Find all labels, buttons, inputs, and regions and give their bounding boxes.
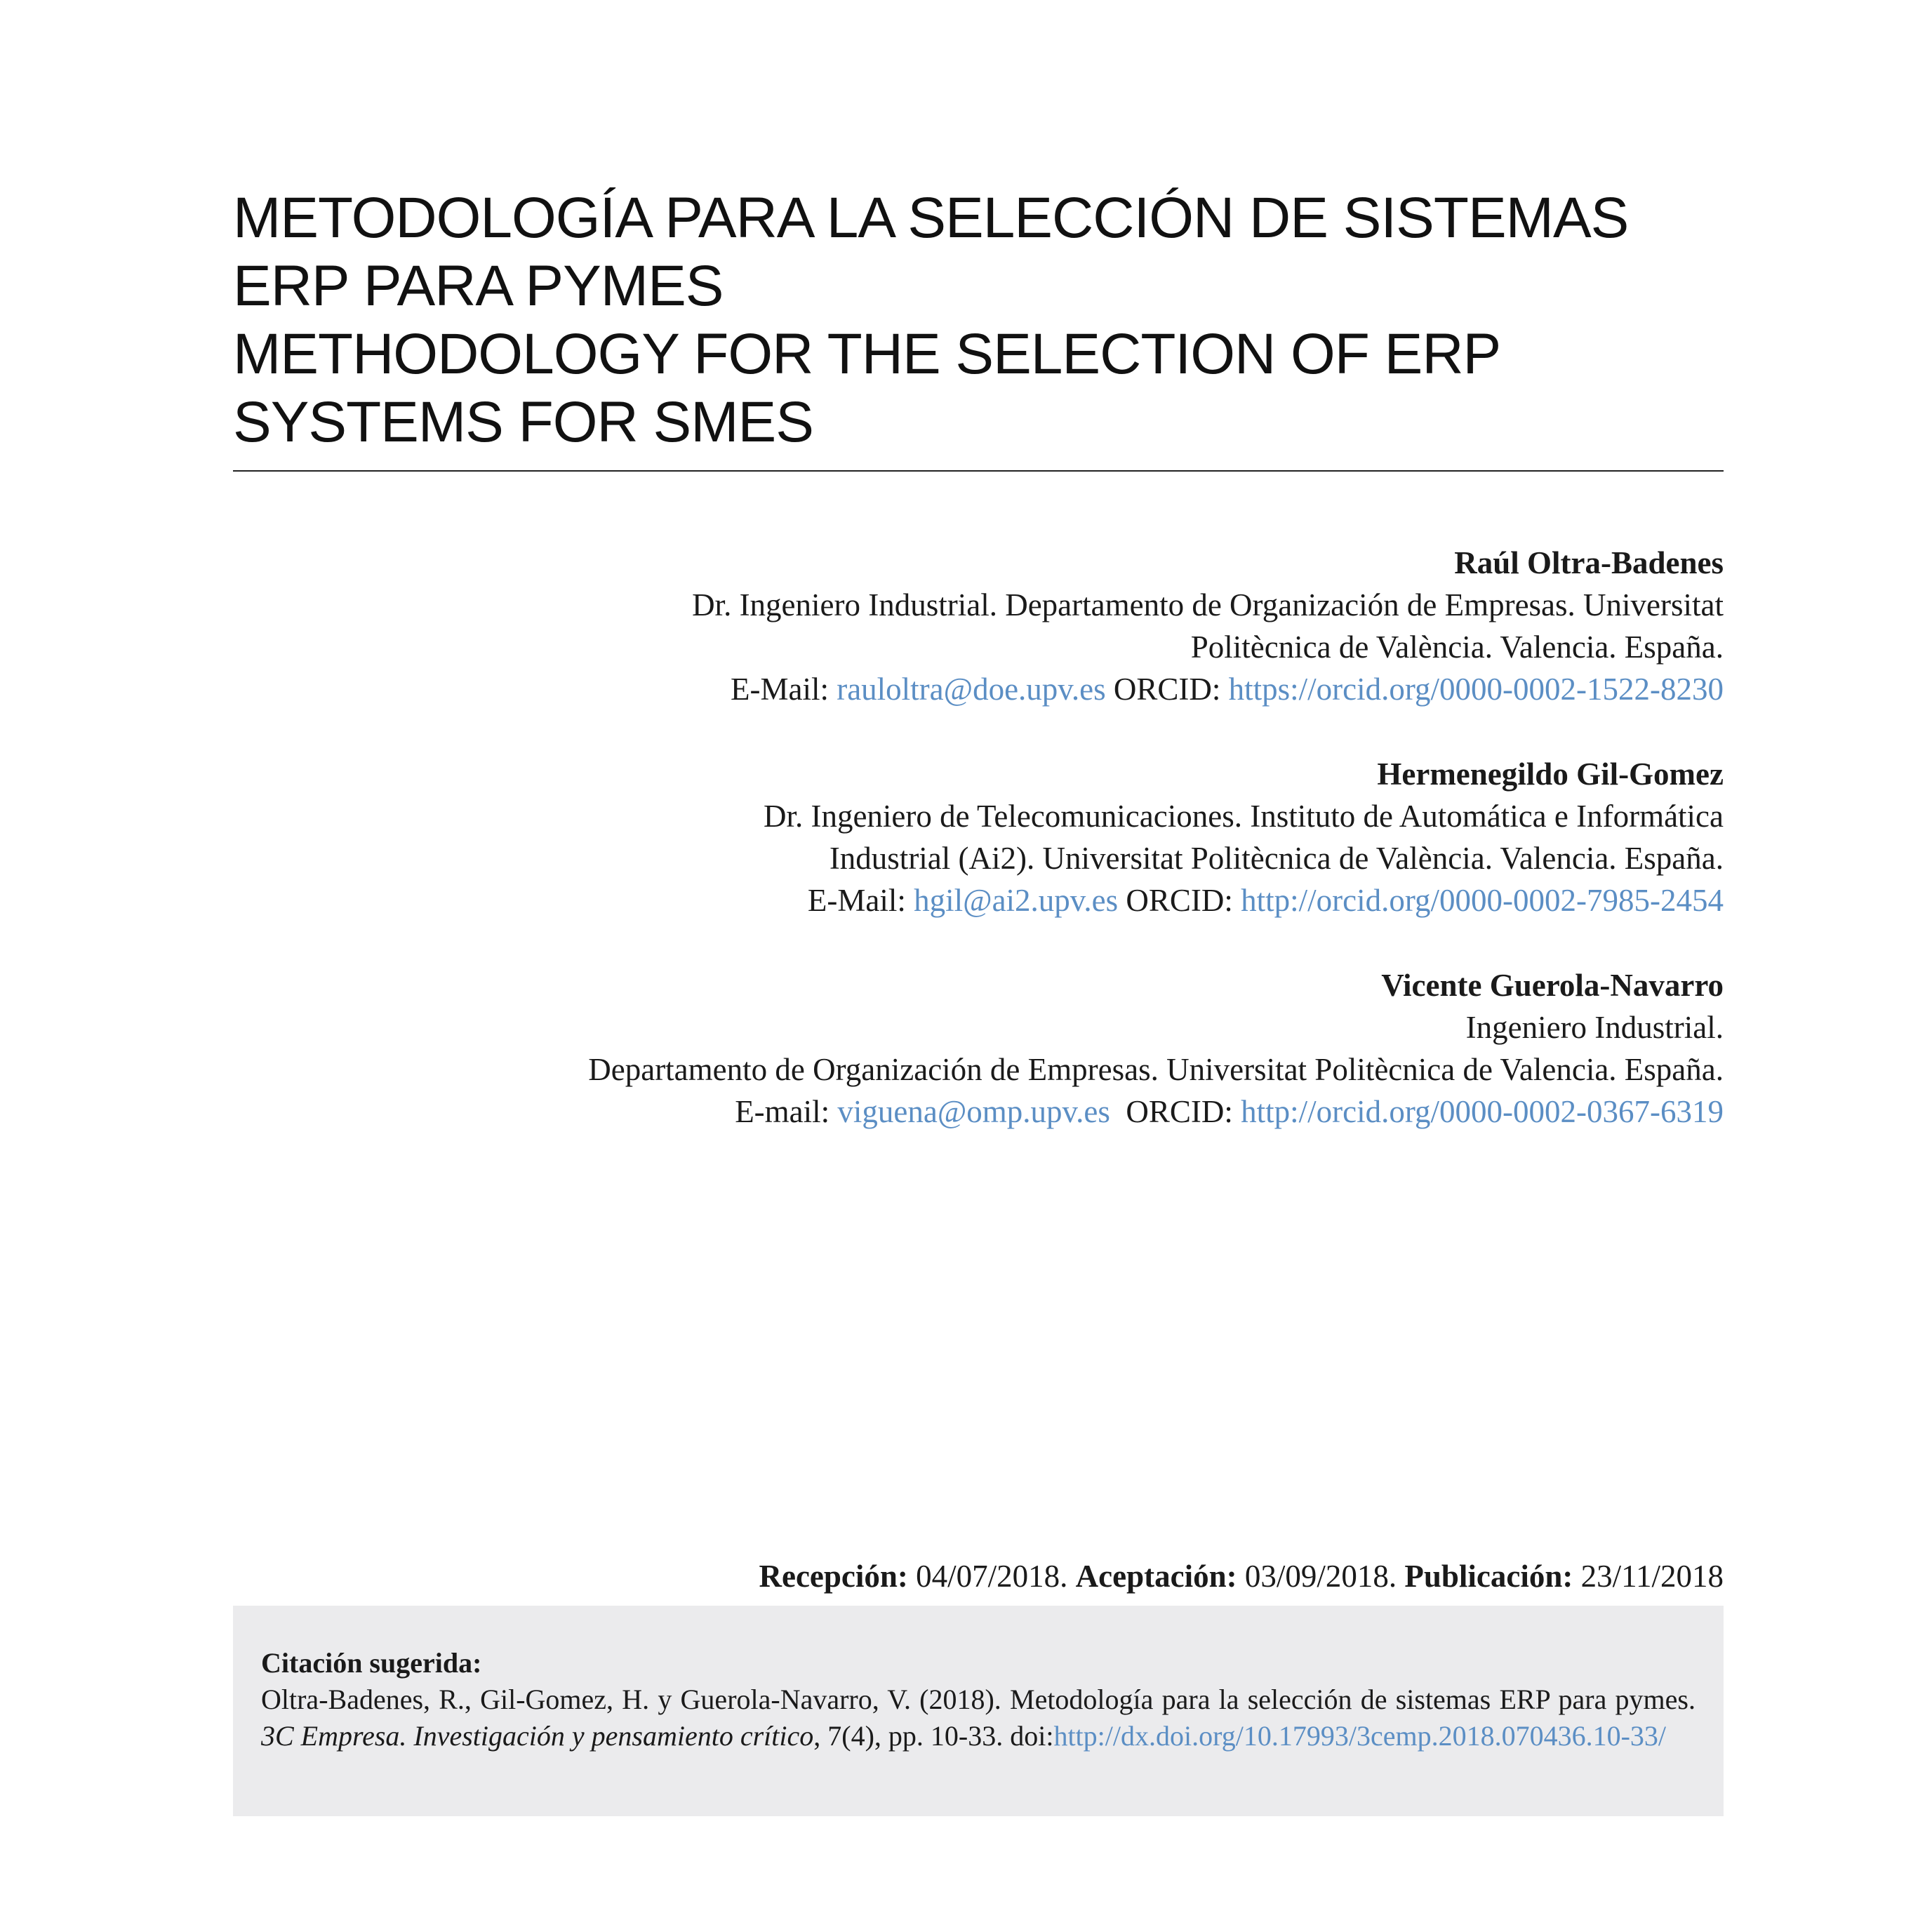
- publication-dates: [233, 1555, 1724, 1597]
- citation-authors-title: Oltra-Badenes, R., Gil-Gomez, H. y Guerola-Navarro, V. (2018). Metodología para la selección de sistemas ERP para pymes.: [261, 1684, 1696, 1715]
- citation-box: [233, 1606, 1724, 1816]
- title-spanish: [233, 184, 1724, 320]
- author-name: Vicente Guerola-Navarro: [1381, 968, 1724, 1003]
- orcid-link[interactable]: http://orcid.org/0000-0002-7985-2454: [1241, 883, 1724, 918]
- citation-text: [261, 1681, 1696, 1754]
- author-block-1: [233, 542, 1724, 710]
- author-contact: [233, 879, 1724, 921]
- title-english-line1: METHODOLOGY FOR THE SELECTION OF ERP: [233, 322, 1501, 386]
- email-label: E-Mail:: [730, 672, 837, 707]
- author-name: Hermenegildo Gil-Gomez: [1377, 757, 1724, 792]
- acceptance-date: 03/09/2018.: [1237, 1559, 1405, 1594]
- author-list: [233, 542, 1724, 1175]
- orcid-label: ORCID:: [1105, 672, 1229, 707]
- email-label: E-Mail:: [807, 883, 914, 918]
- citation-doi-link[interactable]: http://dx.doi.org/10.17993/3cemp.2018.070436.10-33/: [1053, 1720, 1666, 1752]
- author-affiliation: Industrial (Ai2). Universitat Politècnica de València. Valencia. España.: [829, 841, 1724, 876]
- email-link[interactable]: hgil@ai2.upv.es: [914, 883, 1119, 918]
- acceptance-label: Aceptación:: [1075, 1559, 1237, 1594]
- publication-date: 23/11/2018: [1573, 1559, 1724, 1594]
- author-affiliation: Politècnica de València. Valencia. España.: [1190, 629, 1724, 665]
- reception-label: Recepción:: [759, 1559, 908, 1594]
- author-affiliation: Dr. Ingeniero de Telecomunicaciones. Instituto de Automática e Informática: [763, 799, 1724, 834]
- citation-journal: 3C Empresa. Investigación y pensamiento crítico: [261, 1720, 814, 1752]
- publication-label: Publicación:: [1404, 1559, 1573, 1594]
- author-contact: [233, 668, 1724, 710]
- orcid-label: ORCID:: [1118, 883, 1241, 918]
- reception-date: 04/07/2018.: [907, 1559, 1076, 1594]
- title-divider: [233, 470, 1724, 472]
- title-block: [233, 184, 1724, 456]
- orcid-link[interactable]: http://orcid.org/0000-0002-0367-6319: [1241, 1094, 1724, 1129]
- author-affiliation: Dr. Ingeniero Industrial. Departamento de Organización de Empresas. Universitat: [692, 587, 1724, 622]
- email-label: E-mail:: [735, 1094, 838, 1129]
- author-affiliation: Departamento de Organización de Empresas. Universitat Politècnica de Valencia. España.: [588, 1052, 1724, 1087]
- author-block-2: [233, 753, 1724, 921]
- title-english: [233, 320, 1724, 456]
- orcid-link[interactable]: https://orcid.org/0000-0002-1522-8230: [1228, 672, 1724, 707]
- email-link[interactable]: viguena@omp.upv.es: [837, 1094, 1110, 1129]
- citation-heading: Citación sugerida:: [261, 1647, 482, 1679]
- title-spanish-line2: ERP PARA PYMES: [233, 254, 724, 318]
- author-affiliation: Ingeniero Industrial.: [1465, 1010, 1724, 1045]
- citation-volume-pages: , 7(4), pp. 10-33. doi:: [813, 1720, 1054, 1752]
- author-contact: [233, 1091, 1724, 1133]
- title-spanish-line1: METODOLOGÍA PARA LA SELECCIÓN DE SISTEMAS: [233, 186, 1629, 250]
- orcid-label: ORCID:: [1110, 1094, 1241, 1129]
- title-english-line2: SYSTEMS FOR SMES: [233, 390, 813, 454]
- email-link[interactable]: rauloltra@doe.upv.es: [837, 672, 1106, 707]
- author-name: Raúl Oltra-Badenes: [1454, 545, 1724, 580]
- author-block-3: [233, 964, 1724, 1133]
